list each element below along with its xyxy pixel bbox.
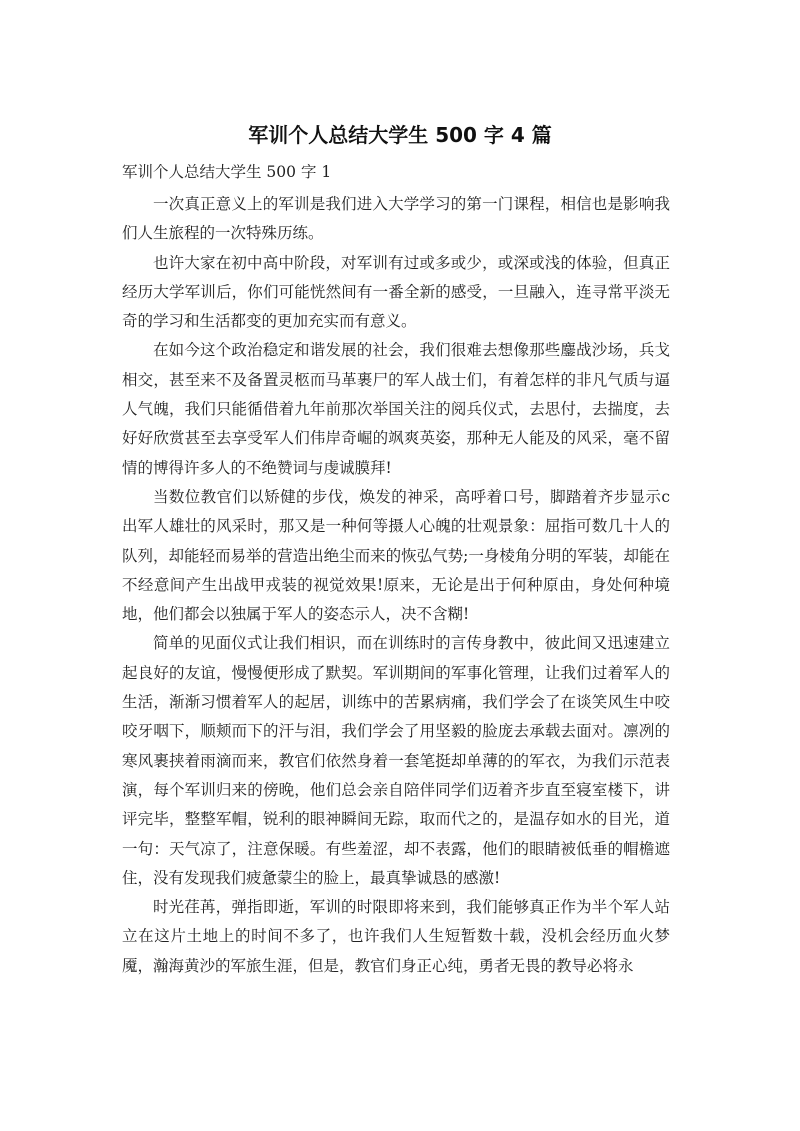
- paragraph-5: 简单的见面仪式让我们相识，而在训练时的言传身教中，彼此间又迅速建立起良好的友谊，慢慢便形成了默契。军训期间的军事化管理，让我们过着军人的生活，渐渐习惯着军人的起居，训练中的苦累病痛，我们学会了在谈笑风生中咬咬牙咽下，顺颊而下的汗与泪，我们学会了用坚毅的脸庞去承载去面对。凛冽的寒风裹挟着雨滴而来，教官们依然身着一套笔挺却单薄的的军衣，为我们示范表演，每个军训归来的傍晚，他们总会亲自陪伴同学们迈着齐步直至寝室楼下，讲评完毕，整整军帽，锐利的眼神瞬间无踪，取而代之的，是温存如水的目光，道一句：天气凉了，注意保暖。有些羞涩，却不表露，他们的眼睛被低垂的帽檐遮住，没有发现我们疲惫蒙尘的脸上，最真挚诚恳的感激!: [122, 634, 670, 887]
- paragraph-3: 在如今这个政治稳定和谐发展的社会，我们很难去想像那些鏖战沙场，兵戈相交，甚至来不及备置灵柩而马革裹尸的军人战士们，有着怎样的非凡气质与逼人气魄，我们只能循借着九年前那次举国关注的阅兵仪式，去思付，去揣度，去好好欣赏甚至去享受军人们伟岸奇崛的飒爽英姿，那种无人能及的风采，毫不留情的博得许多人的不绝赞词与虔诚膜拜!: [122, 341, 670, 477]
- section-heading: 军训个人总结大学生 500 字 1: [122, 163, 332, 181]
- document-title: 军训个人总结大学生 500 字 4 篇: [248, 123, 552, 147]
- paragraph-6: 时光荏苒，弹指即逝，军训的时限即将来到，我们能够真正作为半个军人站立在这片土地上的时间不多了，也许我们人生短暂数十载，没机会经历血火梦魇，瀚海黄沙的军旅生涯，但是，教官们身正心纯，勇者无畏的教导必将永: [122, 898, 670, 975]
- document-body: [122, 190, 670, 981]
- paragraph-2: 也许大家在初中高中阶段，对军训有过或多或少，或深或浅的体验，但真正经历大学军训后，你们可能恍然间有一番全新的感受，一旦融入，连寻常平淡无奇的学习和生活都变的更加充实而有意义。: [122, 253, 670, 331]
- paragraph-1: 一次真正意义上的军训是我们进入大学学习的第一门课程，相信也是影响我们人生旅程的一次特殊历练。: [122, 195, 670, 243]
- paragraph-4: 当数位教官们以矫健的步伐，焕发的神采，高呼着口号，脚踏着齐步显示c 出军人雄壮的风采时，那又是一种何等摄人心魄的壮观景象：屈指可数几十人的队列，却能轻而易举的营造出绝尘而来的恢弘气势;一身棱角分明的军装，却能在不经意间产生出战甲戎装的视觉效果!原来，无论是出于何种原由，身处何种境地，他们都会以独属于军人的姿态示人，决不含糊!: [122, 487, 670, 624]
